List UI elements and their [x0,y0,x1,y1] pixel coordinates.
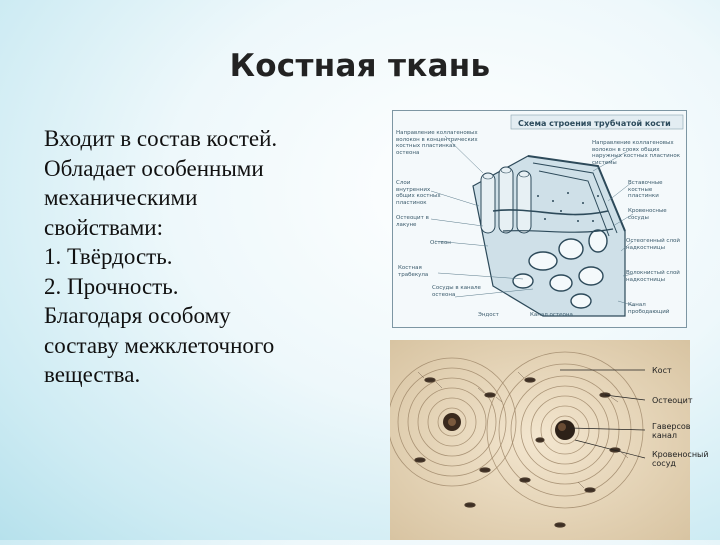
text-line: Обладает особенными [44,155,264,181]
body-text [44,124,344,390]
text-line: Благодаря особому [44,303,231,328]
text-line: 1. Твёрдость. [44,244,173,269]
text-line: механическими [44,185,198,210]
micrograph-label: Остеоцит [652,396,693,405]
text-line: Входит в состав костей. [44,126,278,151]
diagram-label: Волокнистый слой надкостницы [626,270,680,283]
diagram-label: Остеоцит в лакуне [396,215,429,228]
text-line: свойствами: [44,214,163,240]
text-line: вещества. [44,362,141,387]
micrograph-label: Гаверсов канал [652,422,691,440]
micrograph-label: Кровеносный сосуд [652,450,709,468]
slide-title: Костная ткань [229,48,491,84]
diagram-label: Сосуды в канале остеона [432,285,481,298]
text-line: 2. Прочность. [44,273,179,299]
diagram-label: Остеогенный слой надкостницы [626,238,680,251]
bone-micrograph [390,340,709,540]
diagram-label: Канал остеона [530,312,573,318]
diagram-label: Эндост [478,312,499,318]
diagram-label: Направление коллагеновых волокон в слоях общих наружных костных пластинок системы [592,140,681,166]
diagram-title: Схема строения трубчатой кости [518,119,671,128]
diagram-label: Вставочные костные пластинки [628,180,663,199]
micrograph-image [390,340,709,540]
diagram-label: Канал прободающий [628,302,670,315]
diagram-label: Остеон [430,240,451,246]
diagram-label: Костная трабекула [398,265,429,278]
diagram-label: Кровеносные сосуды [628,208,667,221]
micrograph-label: Кост [652,366,672,375]
diagram-label: Слои внутренних общих костных пластинок [396,180,441,206]
text-line: составу межклеточного [44,332,275,358]
diagram-label: Направление коллагеновых волокон в концентрических костных пластинках остеона [396,130,478,156]
